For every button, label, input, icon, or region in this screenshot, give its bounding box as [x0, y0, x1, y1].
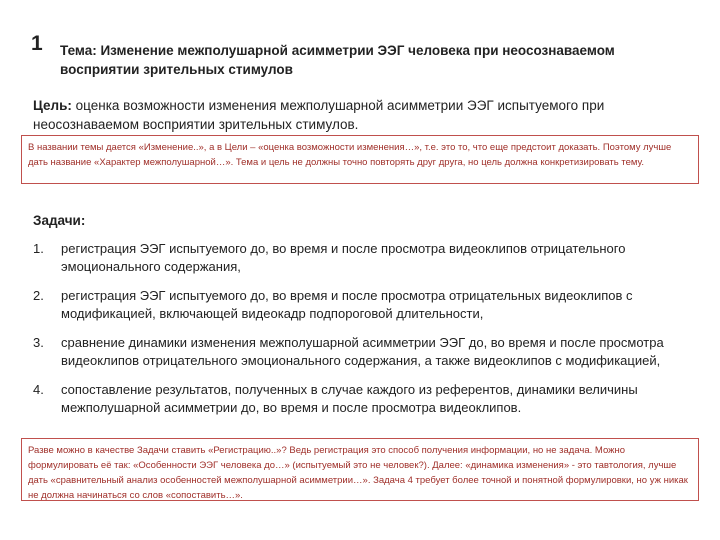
tasks-heading: Задачи:	[33, 213, 86, 228]
slide-number: 1	[31, 32, 43, 55]
task-text: сравнение динамики изменения межполушарной асимметрии ЭЭГ до, во время и после просмотра видеоклипов отрицательного эмоционального содержания, а также видеоклипов с модификацией,	[61, 335, 664, 368]
reviewer-note-top: В названии темы дается «Изменение..», а в Цели – «оценка возможности изменения…», т.е. это то, что еще предстоит доказать. Поэтому лучше дать название «Характер межполушарной…». Тема и цель не должны точно повторять друг друга, но цель должна конкретизировать тему.	[21, 135, 699, 184]
reviewer-note-bottom: Разве можно в качестве Задачи ставить «Регистрацию..»? Ведь регистрация это способ получения информации, но не задача. Можно формулировать её так: «Особенности ЭЭГ человека до…» (испытуемый это не человек?). Далее: «динамика изменения» - это тавтология, лучше дать «сравнительный анализ особенностей межполушарной асимметрии…». Задача 4 требует более точной и понятной формулировки, но уж никак не должна начинаться со слов «сопоставить…».	[21, 438, 699, 501]
task-text: регистрация ЭЭГ испытуемого до, во время и после просмотра видеоклипов отрицательного эмоционального содержания,	[61, 241, 626, 274]
goal-text: оценка возможности изменения межполушарной асимметрии ЭЭГ испытуемого при неосознаваемом восприятии зрительных стимулов.	[33, 98, 605, 132]
task-text: регистрация ЭЭГ испытуемого до, во время и после просмотра отрицательных видеоклипов с модификацией, включающей видеокадр подпороговой длительности,	[61, 288, 633, 321]
task-number: 4.	[33, 382, 44, 397]
goal-label: Цель:	[33, 98, 72, 113]
task-number: 1.	[33, 241, 44, 256]
task-list	[33, 240, 703, 416]
task-number: 2.	[33, 288, 44, 303]
task-item	[33, 240, 703, 275]
task-item	[33, 334, 703, 369]
topic-heading: Тема: Изменение межполушарной асимметрии ЭЭГ человека при неосознаваемом восприятии зрительных стимулов	[60, 43, 615, 77]
task-number: 3.	[33, 335, 44, 350]
goal-paragraph	[33, 96, 693, 134]
task-item	[33, 287, 703, 322]
task-text: сопоставление результатов, полученных в случае каждого из референтов, динамики величины межполушарной асимметрии до, во время и после просмотра видеоклипов.	[61, 382, 638, 415]
task-item	[33, 381, 703, 416]
